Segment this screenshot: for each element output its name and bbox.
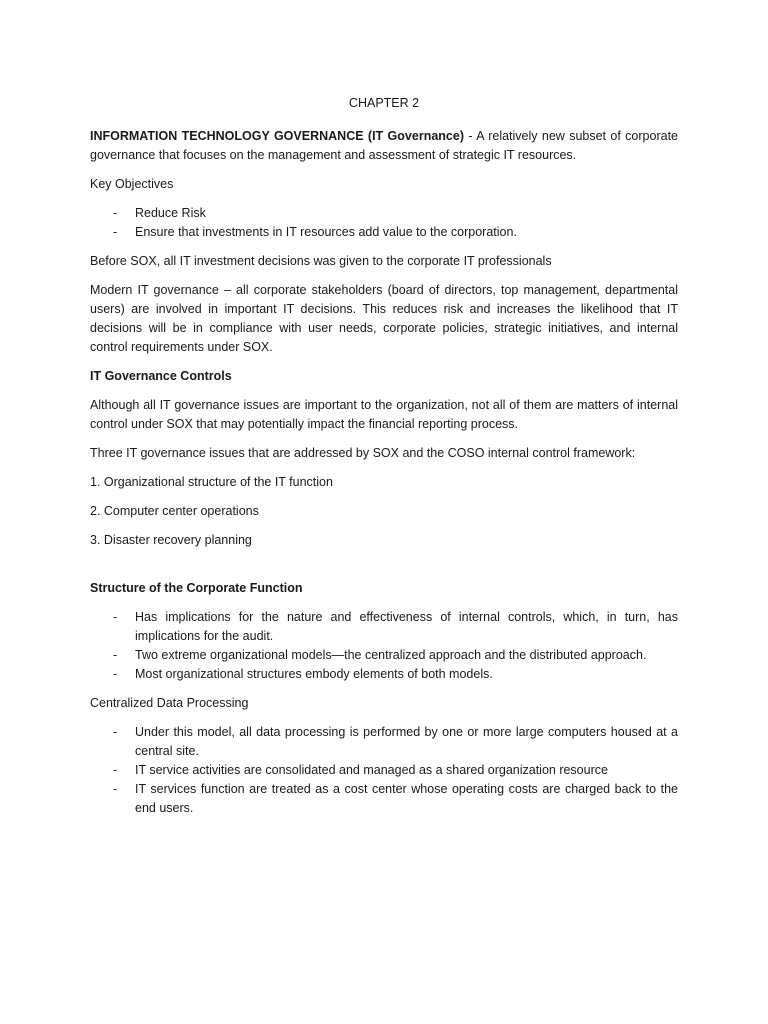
controls-item-1: 1. Organizational structure of the IT function — [90, 475, 333, 489]
list-item: - IT services function are treated as a cost center whose operating costs are charged back to the end users. — [113, 782, 678, 815]
list-item: - Under this model, all data processing is performed by one or more large computers housed at a central site. — [113, 725, 678, 758]
list-item: - Has implications for the nature and effectiveness of internal controls, which, in turn, has implications for the audit. — [113, 610, 678, 643]
dash-bullet: - — [113, 725, 118, 739]
spacer — [90, 560, 678, 579]
controls-item-3: 3. Disaster recovery planning — [90, 533, 252, 547]
centralized-heading: Centralized Data Processing — [90, 696, 249, 710]
structure-list — [90, 608, 678, 684]
dash-bullet: - — [113, 763, 118, 777]
dash-bullet: - — [113, 667, 118, 681]
controls-paragraph-2: Three IT governance issues that are addressed by SOX and the COSO internal control framework: — [90, 446, 636, 460]
dash-bullet: - — [113, 648, 118, 662]
structure-heading: Structure of the Corporate Function — [90, 581, 303, 595]
list-item: - Most organizational structures embody elements of both models. — [90, 665, 678, 684]
intro-term: INFORMATION TECHNOLOGY GOVERNANCE (IT Governance) — [90, 129, 464, 143]
key-objectives-list — [90, 204, 678, 242]
centralized-list — [90, 723, 678, 818]
controls-item-2: 2. Computer center operations — [90, 504, 259, 518]
intro-paragraph — [90, 127, 678, 165]
dash-bullet: - — [113, 206, 118, 220]
controls-heading: IT Governance Controls — [90, 369, 232, 383]
controls-paragraph-1: Although all IT governance issues are important to the organization, not all of them are matters of internal control under SOX that may potentially impact the financial reporting process. — [90, 398, 678, 431]
list-item: - Two extreme organizational models—the centralized approach and the distributed approach. — [90, 646, 678, 665]
key-objectives-heading: Key Objectives — [90, 177, 174, 191]
before-sox-paragraph: Before SOX, all IT investment decisions was given to the corporate IT professionals — [90, 254, 552, 268]
modern-governance-paragraph: Modern IT governance – all corporate stakeholders (board of directors, top management, departmental users) are involved in important IT decisions. This reduces risk and increases the likelihood that IT decisions will be in compliance with user needs, corporate policies, strategic initiatives, and internal control requirements under SOX. — [90, 283, 678, 354]
chapter-title: CHAPTER 2 — [348, 96, 420, 110]
list-item: - Ensure that investments in IT resources add value to the corporation. — [90, 223, 678, 242]
dash-bullet: - — [113, 610, 118, 624]
intro-definition: - A relatively new subset of corporate governance that focuses on the management and assessment of strategic IT resources. — [90, 129, 678, 162]
list-item: - Reduce Risk — [90, 204, 678, 223]
dash-bullet: - — [113, 225, 118, 239]
list-item: - IT service activities are consolidated and managed as a shared organization resource — [90, 761, 678, 780]
dash-bullet: - — [113, 782, 118, 796]
